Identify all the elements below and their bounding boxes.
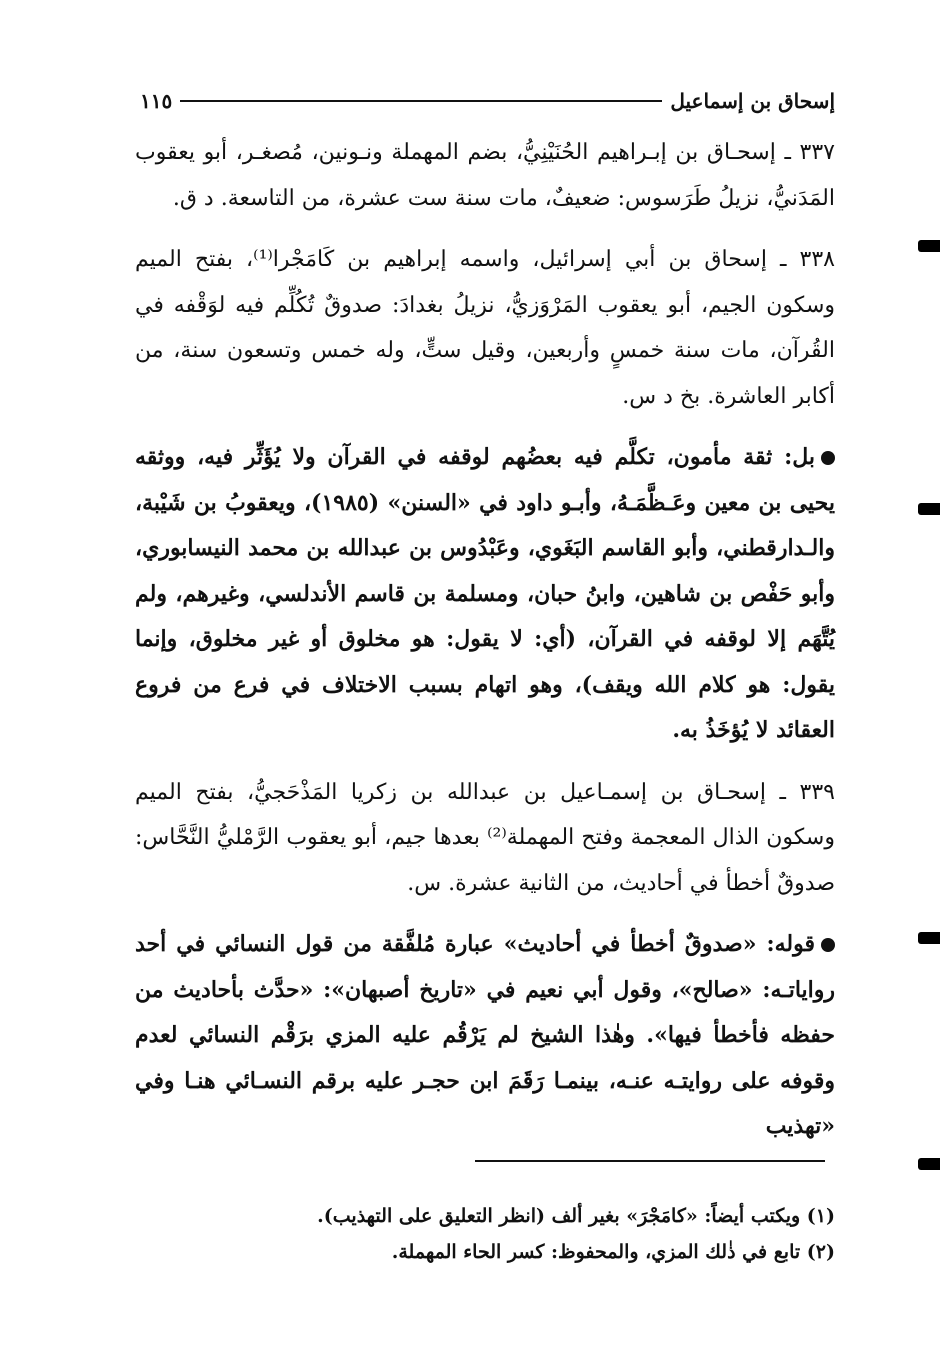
entry-338: ٣٣٨ ـ إسحاق بن أبي إسرائيل، واسمه إبراهيم بن كَامَجْرا⁽¹⁾، بفتح الميم وسكون الجيم، أبو يعقوب المَرْوَزيُّ، نزيلُ بغدادَ: صدوقٌ تُكُلِّم فيه لوَقْفه في القُرآن، مات سنة خمسٍ وأربعين، وقيل ستٍّ، وله خمس وتسعون سنة، من أكابر العاشرة. بخ د س. (135, 247, 835, 409)
scan-edge-mark (918, 1158, 940, 1170)
comment-339-text: قوله: «صدوقٌ أخطأ في أحاديث» عبارة مُلفَّقة من قول النسائي في أحد رواياتـه: «صالح»، وقول أبي نعيم في «تاريخ أصبهان»: «حدَّث بأحاديث من حفظه فأخطأ فيها». وهٰذا الشيخ لم يَرْقُم عليه المزي برَقْم النسائي لعدم وقوفه على روايتـه عنـه، بينمـا رَقَمَ ابن حجـر عليه برقم النسـائي هنـا وفي «تهذيب (135, 931, 835, 1139)
bullet-icon (821, 451, 835, 465)
footnote-2: (٢) تابع في ذٰلك المزي، والمحفوظ: كسر الحاء المهملة. (391, 1241, 835, 1263)
scan-edge-mark (918, 932, 940, 944)
page-header (140, 86, 835, 116)
scan-edge-mark (918, 240, 940, 252)
page-number: ١١٥ (140, 89, 173, 113)
comment-339 (135, 922, 835, 1150)
footnote-1: (١) ويكتب أيضاً: «كامَجْرَ» بغير ألف (انظر التعليق على التهذيب). (317, 1205, 835, 1227)
footnotes (200, 1198, 835, 1270)
entry-337: ٣٣٧ ـ إسحـاق بن إبـراهيم الحُنَيْنِيُّ، بضم المهملة ونـونين، مُصغـر، أبو يعقوب المَدَنيُّ، نزيلُ طَرَسوس: ضعيفٌ، مات سنة ست عشرة، من التاسعة. د ق. (135, 140, 835, 211)
bullet-icon (821, 938, 835, 952)
entry-339: ٣٣٩ ـ إسحـاق بن إسمـاعيل بن عبدالله بن زكريا المَذْحَجيُّ، بفتح الميم وسكون الذال المعجمة وفتح المهملة⁽²⁾ بعدها جيم، أبو يعقوب الرَّمْليُّ النَّحَّاس: صدوقٌ أخطأ في أحاديث، من الثانية عشرة. س. (135, 779, 835, 896)
header-rule (180, 100, 662, 102)
main-text (135, 130, 835, 1166)
comment-338 (135, 435, 835, 754)
comment-338-text: بل: ثقة مأمون، تكلَّم فيه بعضُهم لوقفه في القرآن ولا يُؤَثِّر فيه، ووثقه يحيى بن معين وعَـظَّمَـهُ، وأبـو داود في «السنن» (١٩٨٥)، ويعقوبُ بن شَيْبة، والـدارقطني، وأبو القاسم البَغَوي، وعَبْدُوس بن عبدالله بن محمد النيسابوري، وأبو حَفْص بن شاهين، وابنُ حبان، ومسلمة بن قاسم الأندلسي، وغيرهم، ولم يُتَّهَم إلا لوقفه في القرآن، (أي: لا يقول: هو مخلوق أو غير مخلوق، وإنما يقول: هو كلام الله ويقف)، وهو اتهام بسبب الاختلاف في فرع من فروع العقائد لا يُؤخَذُ به. (135, 444, 836, 743)
running-title: إسحاق بن إسماعيل (670, 89, 835, 113)
footnote-separator (475, 1160, 825, 1162)
scan-edge-mark (918, 503, 940, 515)
